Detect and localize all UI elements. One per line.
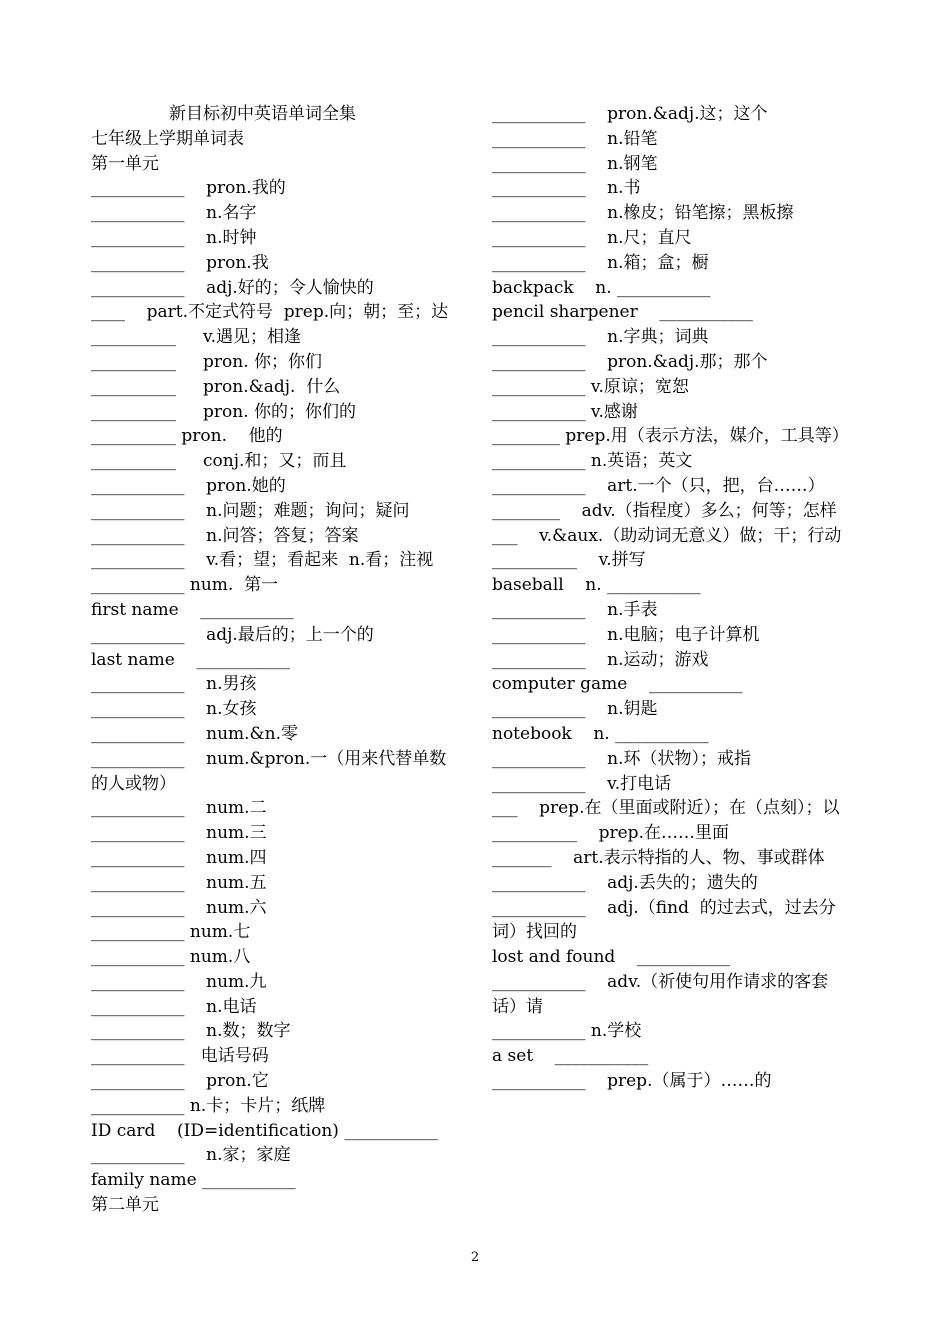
vocab-line xyxy=(492,400,872,425)
vocab-line xyxy=(91,772,471,797)
vocab-line-text: ___________ n.数；数字 xyxy=(91,1021,291,1042)
vocab-line xyxy=(91,1143,471,1168)
vocab-line-text: last name ___________ xyxy=(91,649,290,670)
vocab-line-text: computer game ___________ xyxy=(492,674,743,695)
vocab-line-text: 第一单元 xyxy=(91,153,159,174)
vocab-line-text: ___________ n.电话 xyxy=(91,996,257,1017)
right-word-list xyxy=(492,102,872,1094)
vocab-line xyxy=(492,623,872,648)
vocab-line xyxy=(492,524,872,549)
vocab-line-text: ___________ n.手表 xyxy=(492,599,658,620)
vocab-line xyxy=(91,201,471,226)
vocab-line-text: pencil sharpener ___________ xyxy=(492,302,753,323)
vocab-line xyxy=(492,152,872,177)
vocab-line xyxy=(91,1168,471,1193)
vocab-line-text: a set ___________ xyxy=(492,1046,649,1067)
vocab-line-text: ___________ n.箱；盒；橱 xyxy=(492,252,709,273)
vocab-line xyxy=(91,325,471,350)
vocab-line-text: ________ prep.用（表示方法，媒介，工具等） xyxy=(492,426,849,447)
vocab-line xyxy=(91,424,471,449)
vocab-line-text: ___________ n.书 xyxy=(492,178,641,199)
vocab-line-text: ___________ n.问答；答复；答案 xyxy=(91,525,359,546)
vocab-line-text: ___________ n.男孩 xyxy=(91,674,257,695)
right-column xyxy=(492,102,872,1094)
vocab-line-text: ___________ v.感谢 xyxy=(492,401,638,422)
vocab-line xyxy=(91,598,471,623)
vocab-line-text: first name ___________ xyxy=(91,599,294,620)
vocab-line-text: ___________ v.原谅；宽恕 xyxy=(492,376,689,397)
vocab-line-text: ___________ n.问题；难题；询问；疑问 xyxy=(91,500,410,521)
vocab-line-text: ___________ n.字典；词典 xyxy=(492,327,709,348)
vocab-line-text: __________ pron. 他的 xyxy=(91,426,283,447)
vocab-line-text: ___________ num.五 xyxy=(91,872,267,893)
vocab-line xyxy=(492,796,872,821)
vocab-line xyxy=(91,276,471,301)
vocab-line-text: ___________ n.钢笔 xyxy=(492,153,658,174)
vocab-line xyxy=(492,325,872,350)
vocab-line xyxy=(91,747,471,772)
vocab-line-text: ___________ num.&pron.一（用来代替单数 xyxy=(91,748,447,769)
vocab-line xyxy=(91,127,471,152)
vocab-line xyxy=(492,945,872,970)
vocab-line xyxy=(91,1094,471,1119)
vocab-line xyxy=(492,598,872,623)
vocab-line xyxy=(91,1019,471,1044)
vocab-line-text: 的人或物） xyxy=(91,773,176,794)
vocab-line xyxy=(91,821,471,846)
vocab-line-text: ___________ num.九 xyxy=(91,971,267,992)
vocab-line xyxy=(492,573,872,598)
vocab-line xyxy=(91,524,471,549)
vocab-line-text: ___________ num.八 xyxy=(91,947,251,968)
vocab-line xyxy=(492,672,872,697)
vocab-line-text: ___________ pron.&adj.那；那个 xyxy=(492,351,768,372)
vocab-line xyxy=(91,1119,471,1144)
vocab-line xyxy=(492,772,872,797)
vocab-line xyxy=(492,970,872,995)
vocab-line-text: __________ v.遇见；相逢 xyxy=(91,327,302,348)
vocab-line-text: family name ___________ xyxy=(91,1170,296,1191)
vocab-line-text: backpack n. ___________ xyxy=(492,277,711,298)
vocab-line xyxy=(91,1193,471,1218)
vocab-line xyxy=(91,970,471,995)
vocab-line-text: ___________ n.钥匙 xyxy=(492,699,658,720)
vocab-line-text: baseball n. ___________ xyxy=(492,575,701,596)
vocab-line-text: ___________ adj.好的；令人愉快的 xyxy=(91,277,374,298)
vocab-line-text: 词）找回的 xyxy=(492,922,577,943)
vocab-line xyxy=(492,127,872,152)
vocab-line-text: ___ prep.在（里面或附近）；在（点刻）；以 xyxy=(492,798,840,819)
vocab-line xyxy=(492,896,872,921)
vocab-line-text: ___________ adj.（find 的过去式，过去分 xyxy=(492,897,836,918)
vocab-line xyxy=(91,945,471,970)
vocab-line-text: ___________ num.&n.零 xyxy=(91,723,299,744)
vocab-line xyxy=(91,697,471,722)
vocab-line-text: ___________ num.四 xyxy=(91,847,267,868)
vocab-line xyxy=(492,821,872,846)
vocab-line xyxy=(492,722,872,747)
vocab-line xyxy=(91,920,471,945)
vocab-line-text: lost and found ___________ xyxy=(492,947,731,968)
vocab-line xyxy=(492,424,872,449)
vocab-line xyxy=(492,499,872,524)
vocab-line-text: ___________ n.环（状物）；戒指 xyxy=(492,748,751,769)
vocab-line-text: __________ pron. 你；你们 xyxy=(91,351,323,372)
vocab-line xyxy=(91,722,471,747)
vocab-line-text: ___________ pron.她的 xyxy=(91,475,286,496)
vocab-line-text: 话）请 xyxy=(492,996,543,1017)
vocab-line-text: __________ prep.在……里面 xyxy=(492,823,729,844)
vocab-line-text: ___________ 电话号码 xyxy=(91,1046,269,1067)
vocab-line-text: ___________ v.看；望；看起来 n.看；注视 xyxy=(91,550,434,571)
vocab-line xyxy=(492,300,872,325)
vocab-line-text: ___________ n.尺；直尺 xyxy=(492,227,692,248)
vocab-line xyxy=(492,1069,872,1094)
vocab-line xyxy=(492,995,872,1020)
vocab-line xyxy=(91,648,471,673)
vocab-line xyxy=(492,920,872,945)
document-title: 新目标初中英语单词全集 xyxy=(169,104,356,124)
vocab-line xyxy=(91,548,471,573)
vocab-line xyxy=(91,449,471,474)
vocab-line xyxy=(492,449,872,474)
vocab-line-text: ___________ num.六 xyxy=(91,897,267,918)
vocab-line xyxy=(91,796,471,821)
vocab-line xyxy=(492,350,872,375)
vocab-line xyxy=(492,648,872,673)
vocab-line-text: __________ pron.&adj. 什么 xyxy=(91,376,341,397)
vocab-line-text: ___________ v.打电话 xyxy=(492,773,672,794)
left-word-list xyxy=(91,127,471,1218)
vocab-line-text: ___________ pron.我的 xyxy=(91,178,286,199)
vocab-line xyxy=(492,548,872,573)
vocab-line-text: ________ adv.（指程度）多么；何等；怎样 xyxy=(492,500,837,521)
vocab-line xyxy=(492,1044,872,1069)
vocab-line-text: ___________ n.英语；英文 xyxy=(492,451,693,472)
vocab-line xyxy=(91,226,471,251)
vocab-line-text: ___________ n.铅笔 xyxy=(492,128,658,149)
vocab-line-text: ID card (ID=identification) ___________ xyxy=(91,1120,438,1141)
vocab-line xyxy=(91,623,471,648)
vocab-line xyxy=(492,201,872,226)
vocab-line xyxy=(91,152,471,177)
vocab-line-text: ___________ n.橡皮；铅笔擦；黑板擦 xyxy=(492,203,794,224)
vocab-line-text: ___________ pron.我 xyxy=(91,252,269,273)
vocab-line xyxy=(492,1019,872,1044)
vocab-line-text: notebook n. ___________ xyxy=(492,723,709,744)
vocab-line-text: 七年级上学期单词表 xyxy=(91,128,244,149)
vocab-line xyxy=(492,276,872,301)
vocab-line-text: ___________ adj.最后的；上一个的 xyxy=(91,624,374,645)
vocab-line-text: ___________ n.时钟 xyxy=(91,227,257,248)
vocab-line xyxy=(492,226,872,251)
vocab-line xyxy=(492,474,872,499)
vocab-line xyxy=(91,871,471,896)
vocab-line-text: __________ v.拼写 xyxy=(492,550,646,571)
vocab-line-text: ___________ n.卡；卡片；纸牌 xyxy=(91,1095,326,1116)
vocab-line xyxy=(91,896,471,921)
vocab-line-text: 第二单元 xyxy=(91,1195,159,1216)
vocab-line xyxy=(492,846,872,871)
vocab-line-text: ___________ num.三 xyxy=(91,823,267,844)
vocab-line xyxy=(91,300,471,325)
vocab-line-text: ___________ num.二 xyxy=(91,798,267,819)
vocab-line xyxy=(492,697,872,722)
vocab-line xyxy=(91,474,471,499)
vocab-line-text: ___________ adj.丢失的；遗失的 xyxy=(492,872,758,893)
vocab-line-text: ___________ pron.&adj.这；这个 xyxy=(492,104,768,124)
vocab-line xyxy=(492,251,872,276)
vocab-line xyxy=(91,176,471,201)
vocab-line-text: ___________ prep.（属于）……的 xyxy=(492,1071,772,1092)
vocab-line-text: ___________ n.名字 xyxy=(91,203,257,224)
page-number: 2 xyxy=(470,1250,480,1265)
vocab-line-text: ___________ adv.（祈使句用作请求的客套 xyxy=(492,971,829,992)
vocab-line xyxy=(492,871,872,896)
vocab-line-text: ___________ n.运动；游戏 xyxy=(492,649,709,670)
vocab-line xyxy=(492,176,872,201)
vocab-line-text: _______ art.表示特指的人、物、事或群体 xyxy=(492,847,825,868)
vocab-line xyxy=(91,846,471,871)
vocab-line-text: ___________ num.七 xyxy=(91,922,251,943)
vocab-line-text: ___________ art.一个（只，把，台……） xyxy=(492,475,825,496)
vocab-line xyxy=(492,375,872,400)
vocab-line-text: ___________ n.女孩 xyxy=(91,699,257,720)
vocab-line-text: ____ part.不定式符号 prep.向；朝；至；达 xyxy=(91,302,449,323)
vocab-line-text: ___________ n.电脑；电子计算机 xyxy=(492,624,760,645)
vocab-line xyxy=(91,1044,471,1069)
vocab-line-text: __________ pron. 你的；你们的 xyxy=(91,401,357,422)
vocab-line-text: ___________ n.学校 xyxy=(492,1021,642,1042)
vocab-line xyxy=(91,995,471,1020)
vocab-line-text: ___________ pron.它 xyxy=(91,1071,269,1092)
vocab-line-text: ___________ n.家；家庭 xyxy=(91,1145,291,1166)
vocab-line xyxy=(91,1069,471,1094)
vocab-line xyxy=(492,102,872,127)
vocab-line xyxy=(91,499,471,524)
vocab-line-text: __________ conj.和；又；而且 xyxy=(91,451,347,472)
left-column xyxy=(91,102,471,1218)
vocab-line-text: ___ v.&aux.（助动词无意义）做；干；行动 xyxy=(492,525,842,546)
vocab-line xyxy=(91,350,471,375)
vocab-line xyxy=(91,251,471,276)
vocab-line xyxy=(492,747,872,772)
vocab-line-text: ___________ num. 第一 xyxy=(91,575,279,596)
vocab-line xyxy=(91,400,471,425)
vocab-line xyxy=(91,573,471,598)
vocab-line xyxy=(91,672,471,697)
vocab-line xyxy=(91,375,471,400)
